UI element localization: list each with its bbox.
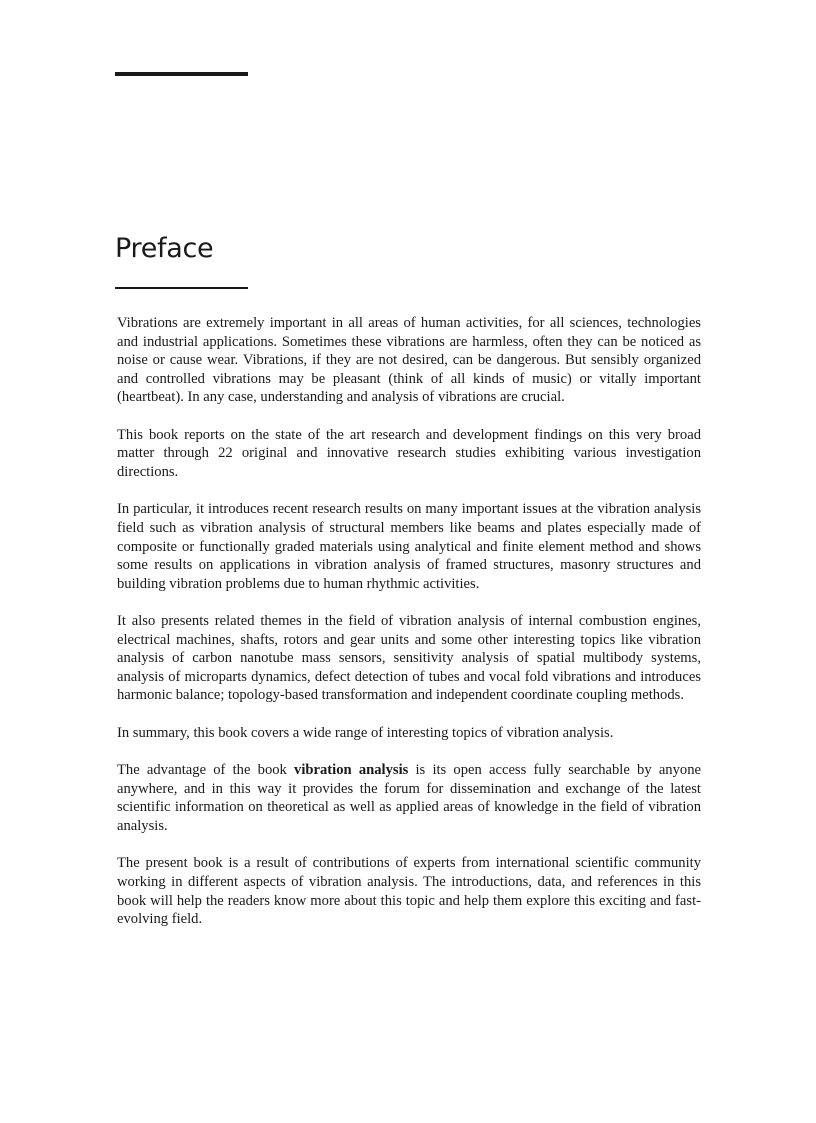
paragraph-6-lead: The advantage of the book <box>117 762 295 779</box>
top-decorative-rule <box>115 72 248 76</box>
book-title-emphasis: vibration analysis <box>294 762 409 779</box>
paragraph-5: In summary, this book covers a wide range of interesting topics of vibration analysis. <box>117 724 614 741</box>
paragraph-6 <box>117 761 701 835</box>
paragraph-1: Vibrations are extremely important in all areas of human activities, for all sciences, technologies and industrial applications. Sometimes these vibrations are harmless, often they can be noticed as noise or cause wear. Vibrations, if they are not desired, can be dangerous. But sensibly organized and controlled vibrations may be pleasant (think of all kinds of music) or vitally important (heartbeat). In any case, understanding and analysis of vibrations are crucial. <box>117 315 701 406</box>
paragraph-6-rest: is its open access fully searchable by anyone anywhere, and in this way it provides the forum for dissemination and exchange of the latest scientific information on theoretical as well as applied areas of knowledge in the field of vibration analysis. <box>117 762 701 835</box>
page-title: Preface <box>115 233 214 264</box>
preface-body <box>117 314 701 948</box>
paragraph-3: In particular, it introduces recent research results on many important issues at the vibration analysis field such as vibration analysis of structural members like beams and plates especially made of composite or functionally graded materials using analytical and finite element method and shows some results on applications in vibration analysis of framed structures, masonry structures and building vibration problems due to human rhythmic activities. <box>117 501 701 592</box>
paragraph-7: The present book is a result of contributions of experts from international scientific community working in different aspects of vibration analysis. The introductions, data, and references in this book will help the readers know more about this topic and help them explore this exciting and fast-evolving field. <box>117 855 701 928</box>
paragraph-2: This book reports on the state of the art research and development findings on this very broad matter through 22 original and innovative research studies exhibiting various investigation directions. <box>117 426 701 480</box>
paragraph-4: It also presents related themes in the field of vibration analysis of internal combustion engines, electrical machines, shafts, rotors and gear units and some other interesting topics like vibration analysis of carbon nanotube mass sensors, sensitivity analysis of spatial multibody systems, analysis of microparts dynamics, defect detection of tubes and vocal fold vibrations and introduces harmonic balance; topology-based transformation and independent coordinate coupling methods. <box>117 613 701 704</box>
title-underline-rule <box>115 287 248 289</box>
